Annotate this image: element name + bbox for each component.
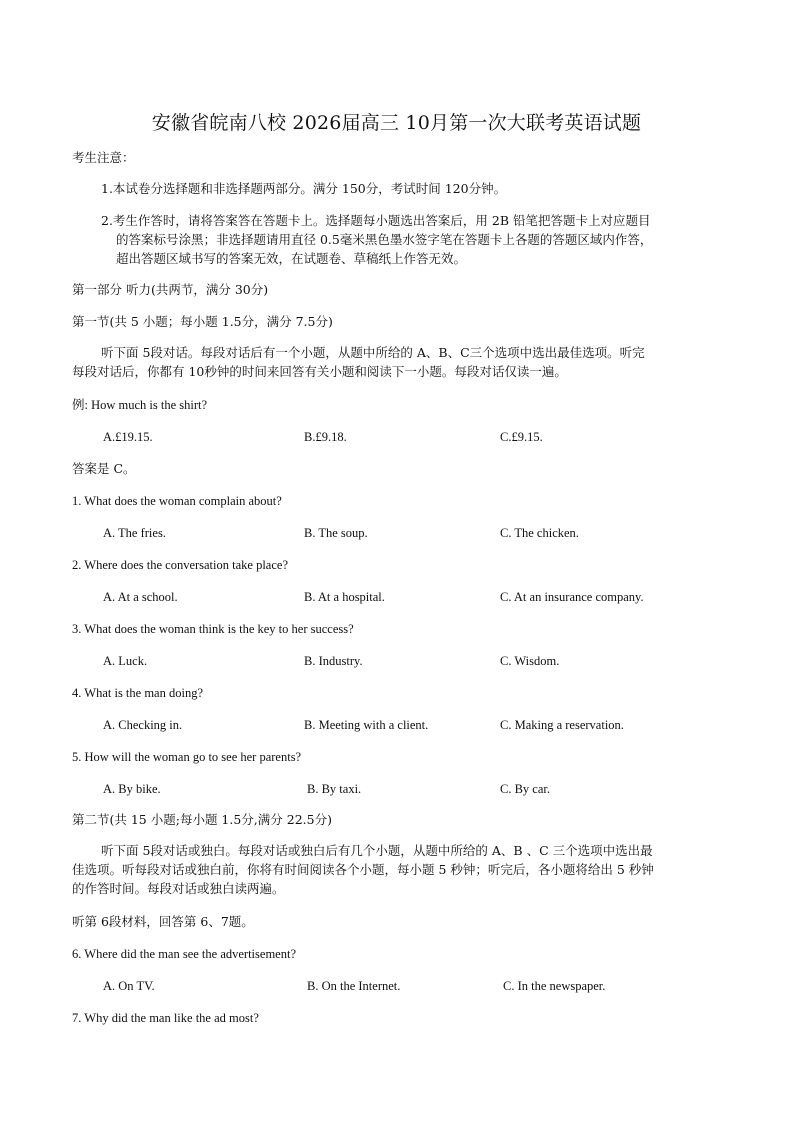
- question-6-option-b: B. On the Internet.: [307, 979, 401, 993]
- example-option-b: B.£9.18.: [304, 430, 347, 444]
- question-2-option-a: A. At a school.: [103, 590, 178, 604]
- question-1-option-a: A. The fries.: [103, 526, 166, 540]
- section1-heading: 第一节(共 5 小题；每小题 1.5分，满分 7.5分): [72, 314, 333, 329]
- question-5: 5. How will the woman go to see her parents?: [72, 750, 302, 764]
- question-1: 1. What does the woman complain about?: [72, 494, 282, 508]
- exam-title: 安徽省皖南八校 2026届高三 10月第一次大联考英语试题: [151, 112, 642, 134]
- question-5-option-c: C. By car.: [500, 782, 550, 796]
- material-6-instruction: 听第 6段材料，回答第 6、7题。: [72, 914, 254, 929]
- question-6-option-a: A. On TV.: [103, 979, 155, 993]
- question-2: 2. Where does the conversation take place?: [72, 558, 288, 572]
- example-answer: 答案是 C。: [72, 461, 136, 476]
- question-4-option-c: C. Making a reservation.: [500, 718, 624, 732]
- question-4: 4. What is the man doing?: [72, 686, 203, 700]
- question-2-option-b: B. At a hospital.: [304, 590, 385, 604]
- question-3-option-a: A. Luck.: [103, 654, 148, 668]
- notice-item-1: 1.本试卷分选择题和非选择题两部分。满分 150分，考试时间 120分钟。: [101, 181, 507, 196]
- question-1-option-b: B. The soup.: [304, 526, 368, 540]
- question-6-option-c: C. In the newspaper.: [503, 979, 606, 993]
- section2-heading: 第二节(共 15 小题;每小题 1.5分,满分 22.5分): [72, 812, 332, 827]
- notice-heading: 考生注意：: [72, 150, 135, 165]
- question-7: 7. Why did the man like the ad most?: [72, 1011, 259, 1025]
- section2-instructions-line-3: 的作答时间。每段对话或独白读两遍。: [72, 881, 285, 896]
- part1-heading: 第一部分 听力(共两节，满分 30分): [72, 282, 269, 297]
- section2-instructions-line-1: 听下面 5段对话或独白。每段对话或独白后有几个小题，从题中所给的 A、B 、C 三个选项中选出最: [101, 843, 653, 858]
- section1-instructions-line-1: 听下面 5段对话。每段对话后有一个小题，从题中所给的 A、B、C三个选项中选出最佳选项。听完: [101, 345, 645, 360]
- example-option-a: A.£19.15.: [103, 430, 153, 444]
- question-3-option-b: B. Industry.: [304, 654, 363, 668]
- question-4-option-a: A. Checking in.: [103, 718, 183, 732]
- notice-item-2-line-1: 2.考生作答时，请将答案答在答题卡上。选择题每小题选出答案后，用 2B 铅笔把答题卡上对应题目: [101, 213, 651, 228]
- question-1-option-c: C. The chicken.: [500, 526, 579, 540]
- notice-item-2-line-3: 超出答题区域书写的答案无效，在试题卷、草稿纸上作答无效。: [116, 251, 467, 266]
- question-5-option-a: A. By bike.: [103, 782, 161, 796]
- question-3-option-c: C. Wisdom.: [500, 654, 560, 668]
- example-question: 例: How much is the shirt?: [72, 398, 208, 412]
- question-2-option-c: C. At an insurance company.: [500, 590, 644, 604]
- section2-instructions-line-2: 佳选项。听每段对话或独白前，你将有时间阅读各个小题，每小题 5 秒钟；听完后，各小题将给出 5 秒钟: [72, 862, 654, 877]
- question-4-option-b: B. Meeting with a client.: [304, 718, 429, 732]
- notice-item-2-line-2: 的答案标号涂黑；非选择题请用直径 0.5毫米黑色墨水签字笔在答题卡上各题的答题区域内作答，: [116, 232, 653, 247]
- example-option-c: C.£9.15.: [500, 430, 543, 444]
- question-3: 3. What does the woman think is the key to her success?: [72, 622, 354, 636]
- section1-instructions-line-2: 每段对话后，你都有 10秒钟的时间来回答有关小题和阅读下一小题。每段对话仅读一遍。: [72, 364, 567, 379]
- question-5-option-b: B. By taxi.: [307, 782, 362, 796]
- question-6: 6. Where did the man see the advertisement?: [72, 947, 296, 961]
